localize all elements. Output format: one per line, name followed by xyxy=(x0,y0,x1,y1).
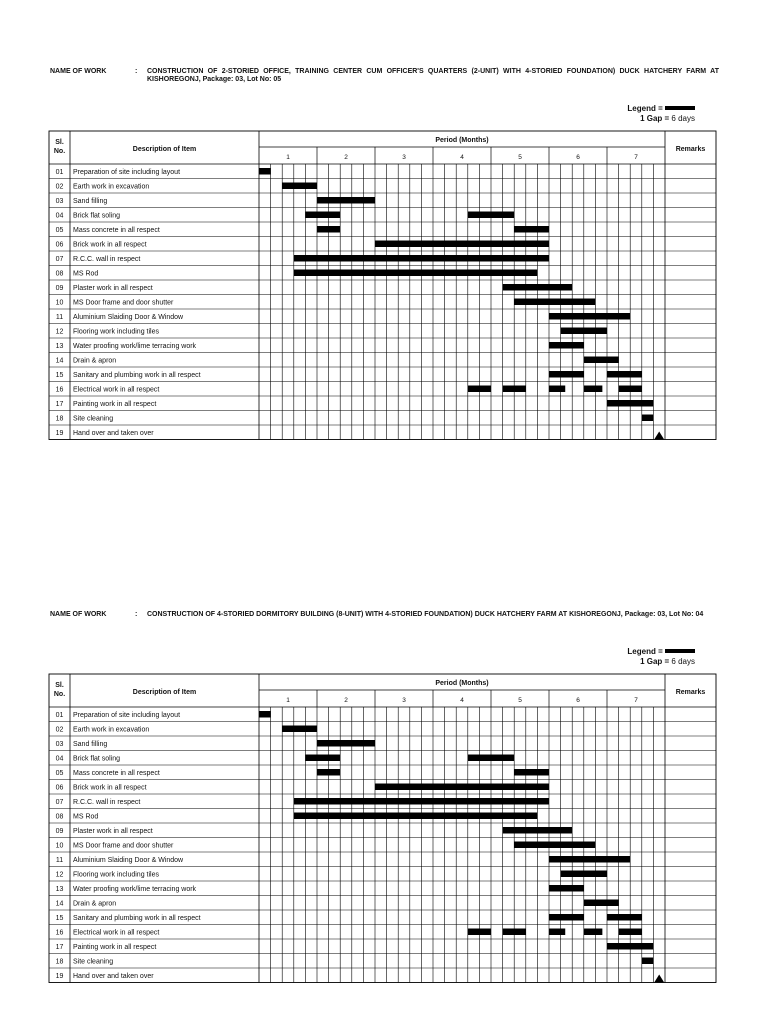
legend-label: Legend = xyxy=(627,647,663,656)
gap-label: 1 Gap = xyxy=(640,657,670,666)
item-description: Preparation of site including layout xyxy=(73,169,181,176)
colon: : xyxy=(135,611,138,618)
header-period: Period (Months) xyxy=(435,137,489,144)
item-description: R.C.C. wall in respect xyxy=(73,256,141,263)
work-title: CONSTRUCTION OF 4-STORIED DORMITORY BUILDING (8-UNIT) WITH 4-STORIED FOUNDATION) DUCK HATCHERY FARM AT KISHOREGONJ, Package: 03, Lot No: 04 xyxy=(147,611,704,618)
item-description: Mass concrete in all respect xyxy=(73,770,160,777)
schedule-bar xyxy=(317,740,375,747)
item-description: Earth work in excavation xyxy=(73,726,150,734)
header-no: No. xyxy=(53,148,66,155)
schedule-bar xyxy=(607,943,653,950)
month-label: 5 xyxy=(518,154,522,161)
item-number: 01 xyxy=(55,169,64,176)
month-label: 2 xyxy=(344,154,348,161)
name-of-work-label: NAME OF WORK xyxy=(50,68,107,75)
legend-label: Legend = xyxy=(627,104,663,113)
item-number: 10 xyxy=(55,299,64,307)
header-no: No. xyxy=(53,691,66,698)
header-remarks: Remarks xyxy=(675,689,706,696)
schedule-bar xyxy=(619,929,642,936)
item-number: 12 xyxy=(55,871,64,879)
item-description: Sanitary and plumbing work in all respect xyxy=(73,372,201,379)
item-number: 01 xyxy=(55,712,64,719)
schedule-bar xyxy=(561,871,607,878)
month-label: 5 xyxy=(518,697,522,704)
schedule-bar xyxy=(503,929,526,936)
item-number: 09 xyxy=(55,828,64,835)
item-number: 04 xyxy=(55,212,64,220)
item-number: 19 xyxy=(55,430,64,437)
item-number: 07 xyxy=(55,256,64,263)
item-description: Preparation of site including layout xyxy=(73,712,181,719)
month-label: 3 xyxy=(402,697,406,704)
item-number: 02 xyxy=(55,183,64,191)
handover-marker xyxy=(654,975,664,983)
item-number: 15 xyxy=(55,372,64,379)
item-number: 08 xyxy=(55,813,64,821)
header-remarks: Remarks xyxy=(675,146,706,153)
item-description: Brick work in all respect xyxy=(73,241,147,249)
schedule-bar xyxy=(514,842,595,849)
month-label: 1 xyxy=(286,697,290,704)
item-number: 02 xyxy=(55,726,64,734)
schedule-bar xyxy=(584,900,619,907)
item-description: Sand filling xyxy=(73,198,108,205)
item-description: Brick work in all respect xyxy=(73,784,147,792)
item-number: 12 xyxy=(55,328,64,336)
item-number: 05 xyxy=(55,227,64,234)
item-number: 15 xyxy=(55,915,64,922)
item-description: MS Door frame and door shutter xyxy=(73,299,174,307)
month-label: 1 xyxy=(286,154,290,161)
schedule-bar xyxy=(549,885,584,892)
item-number: 03 xyxy=(55,198,64,205)
header-sl: Sl. xyxy=(55,139,64,146)
item-number: 05 xyxy=(55,770,64,777)
header-sl: Sl. xyxy=(55,682,64,689)
schedule-bar xyxy=(294,813,538,820)
month-label: 7 xyxy=(634,154,638,161)
item-number: 06 xyxy=(55,784,64,792)
schedule-bar xyxy=(294,798,549,805)
item-description: Sand filling xyxy=(73,741,108,748)
item-description: Sanitary and plumbing work in all respect xyxy=(73,915,201,922)
item-description: Plaster work in all respect xyxy=(73,828,153,835)
item-description: Brick flat soling xyxy=(73,755,121,763)
schedule-bar xyxy=(468,929,491,936)
month-label: 4 xyxy=(460,154,464,161)
schedule-bar xyxy=(549,929,565,936)
item-description: Aluminium Slaiding Door & Window xyxy=(73,857,184,864)
schedule-bar xyxy=(468,755,514,762)
schedule-bar xyxy=(549,856,630,863)
item-number: 14 xyxy=(55,357,64,365)
item-description: Drain & apron xyxy=(73,900,117,908)
schedule-bar xyxy=(514,769,549,776)
gap-label: 1 Gap = xyxy=(640,114,670,123)
month-label: 3 xyxy=(402,154,406,161)
header-description: Description of Item xyxy=(132,689,197,696)
month-label: 6 xyxy=(576,697,580,704)
item-number: 09 xyxy=(55,285,64,292)
header-period: Period (Months) xyxy=(435,680,489,687)
item-number: 13 xyxy=(55,343,64,350)
item-description: Electrical work in all respect xyxy=(73,929,160,937)
schedule-bar xyxy=(607,914,642,921)
item-number: 07 xyxy=(55,799,64,806)
item-description: R.C.C. wall in respect xyxy=(73,799,141,806)
item-number: 06 xyxy=(55,241,64,249)
item-description: Mass concrete in all respect xyxy=(73,227,160,234)
item-description: Flooring work including tiles xyxy=(73,328,159,336)
schedule-bar xyxy=(317,769,340,776)
item-description: Electrical work in all respect xyxy=(73,386,160,394)
item-number: 08 xyxy=(55,270,64,278)
item-description: Site cleaning xyxy=(73,415,114,423)
item-description: Drain & apron xyxy=(73,357,117,365)
item-number: 18 xyxy=(55,958,64,966)
item-number: 17 xyxy=(55,401,64,408)
item-description: Flooring work including tiles xyxy=(73,871,159,879)
work-title: CONSTRUCTION OF 2-STORIED OFFICE, TRAINING CENTER CUM OFFICER'S QUARTERS (2-UNIT) WITH 4-STORIED FOUNDATION) DUCK HATCHERY FARM AT KISHOREGONJ, Package: 03, Lot No: 05 xyxy=(147,68,719,83)
item-description: Water proofing work/lime terracing work xyxy=(73,343,197,350)
schedule-bar xyxy=(375,784,549,791)
item-number: 13 xyxy=(55,886,64,893)
schedule-bar xyxy=(503,827,573,834)
item-description: Brick flat soling xyxy=(73,212,121,220)
month-label: 4 xyxy=(460,697,464,704)
item-description: Painting work in all respect xyxy=(73,944,157,951)
item-number: 03 xyxy=(55,741,64,748)
name-of-work-label: NAME OF WORK xyxy=(50,611,107,618)
item-description: Water proofing work/lime terracing work xyxy=(73,886,197,893)
schedule-bar xyxy=(282,726,317,733)
item-description: Plaster work in all respect xyxy=(73,285,153,292)
item-description: Site cleaning xyxy=(73,958,114,966)
schedule-bar xyxy=(642,958,654,965)
item-description: Earth work in excavation xyxy=(73,183,150,191)
item-description: Painting work in all respect xyxy=(73,401,157,408)
item-number: 14 xyxy=(55,900,64,908)
schedule-bar xyxy=(259,711,271,718)
month-label: 6 xyxy=(576,154,580,161)
schedule-bar xyxy=(305,755,340,762)
item-number: 17 xyxy=(55,944,64,951)
item-description: Hand over and taken over xyxy=(73,973,154,980)
item-number: 16 xyxy=(55,386,64,394)
item-description: MS Rod xyxy=(73,813,99,821)
gap-value: 6 days xyxy=(671,657,695,666)
item-number: 11 xyxy=(55,857,64,864)
item-number: 11 xyxy=(55,314,64,321)
gap-value: 6 days xyxy=(671,114,695,123)
schedule-bar xyxy=(584,929,603,936)
item-number: 19 xyxy=(55,973,64,980)
item-description: MS Rod xyxy=(73,270,99,278)
header-description: Description of Item xyxy=(132,146,197,153)
item-number: 04 xyxy=(55,755,64,763)
colon: : xyxy=(135,68,138,75)
schedule-bar xyxy=(549,914,584,921)
month-label: 7 xyxy=(634,697,638,704)
month-label: 2 xyxy=(344,697,348,704)
item-number: 16 xyxy=(55,929,64,937)
item-number: 18 xyxy=(55,415,64,423)
item-number: 10 xyxy=(55,842,64,850)
item-description: MS Door frame and door shutter xyxy=(73,842,174,850)
item-description: Hand over and taken over xyxy=(73,430,154,437)
item-description: Aluminium Slaiding Door & Window xyxy=(73,314,184,321)
